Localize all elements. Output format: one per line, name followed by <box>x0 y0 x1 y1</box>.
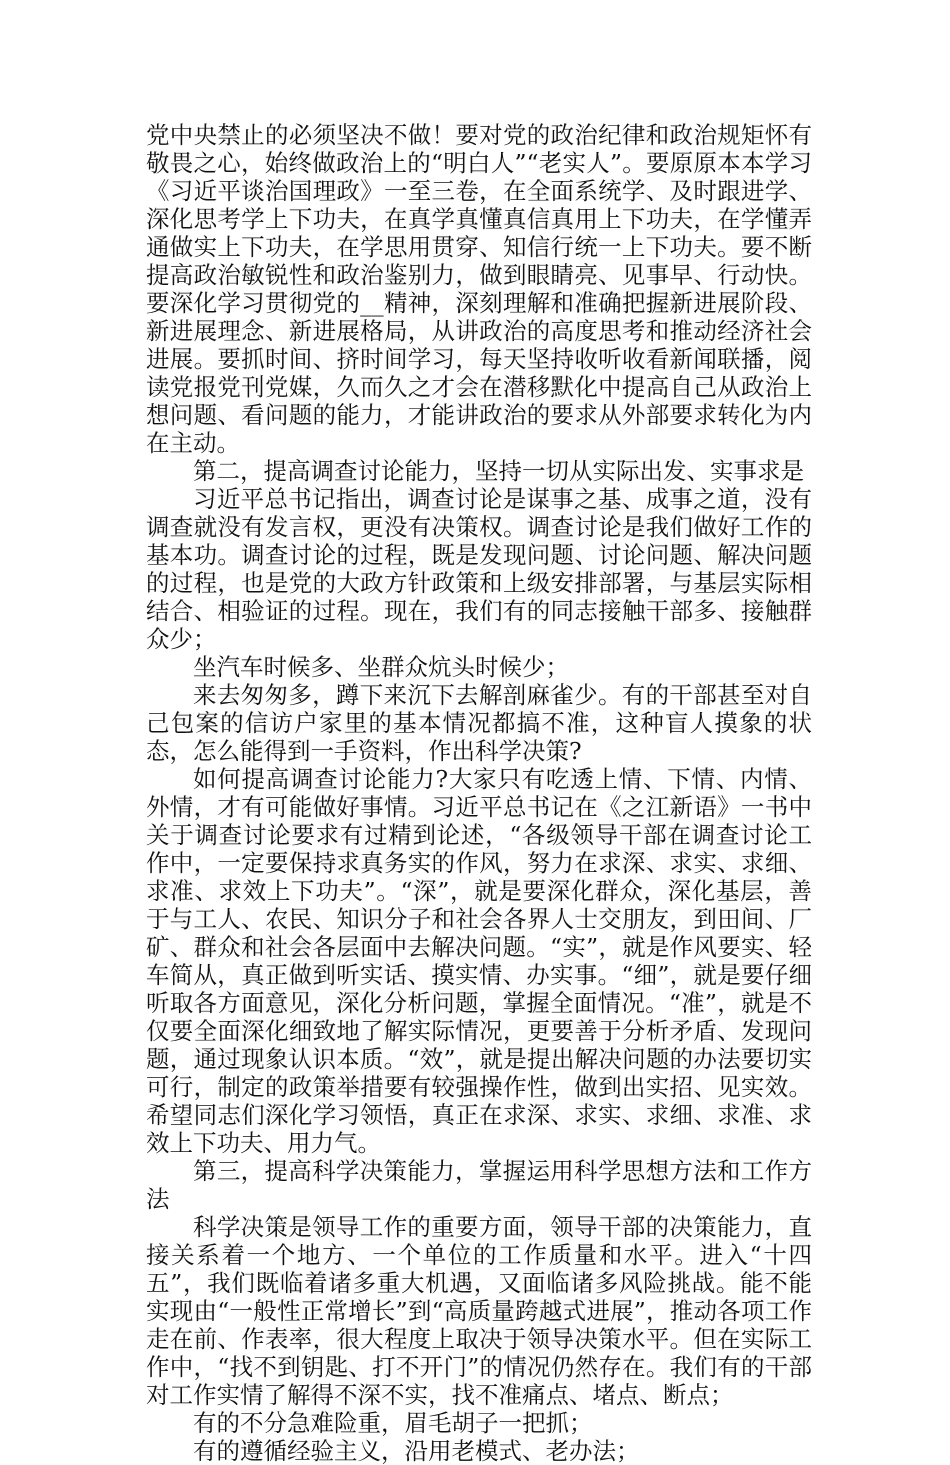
paragraph: 有的遵循经验主义，沿用老模式、老办法； <box>193 1437 640 1465</box>
paragraph: 坐汽车时候多、坐群众炕头时候少； <box>193 653 569 681</box>
paragraph: 有的不分急难险重，眉毛胡子一把抓； <box>193 1409 593 1437</box>
paragraph: 科学决策是领导工作的重要方面，领导干部的决策能力，直接关系着一个地方、一个单位的工作质量和水平。进入“十四五”，我们既临着诸多重大机遇，又面临诸多风险挑战。能不能实现由“一般性正常增长”到“高质量跨越式进展”，推动各项工作走在前、作表率，很大程度上取决于领导决策水平。但在实际工作中，“找不到钥匙、打不开门”的情况仍然存在。我们有的干部对工作实情了解得不深不实，找不准痛点、堵点、断点； <box>146 1213 812 1409</box>
section-heading-second: 第二，提高调查讨论能力，坚持一切从实际出发、实事求是 <box>193 457 804 485</box>
section-heading-third: 第三，提高科学决策能力，掌握运用科学思想方法和工作方法 <box>146 1157 812 1213</box>
document-body <box>146 121 812 1465</box>
paragraph: 来去匆匆多，蹲下来沉下去解剖麻雀少。有的干部甚至对自己包案的信访户家里的基本情况都搞不准，这种盲人摸象的状态，怎么能得到一手资料，作出科学决策? <box>146 681 812 765</box>
paragraph: 党中央禁止的必须坚决不做！要对党的政治纪律和政治规矩怀有敬畏之心，始终做政治上的“明白人”“老实人”。要原原本本学习《习近平谈治国理政》一至三卷，在全面系统学、及时跟进学、深化思考学上下功夫，在真学真懂真信真用上下功夫，在学懂弄通做实上下功夫，在学思用贯穿、知信行统一上下功夫。要不断提高政治敏锐性和政治鉴别力，做到眼睛亮、见事早、行动快。要深化学习贯彻党的__精神，深刻理解和准确把握新进展阶段、新进展理念、新进展格局，从讲政治的高度思考和推动经济社会进展。要抓时间、挤时间学习，每天坚持收听收看新闻联播，阅读党报党刊党媒，久而久之才会在潜移默化中提高自己从政治上想问题、看问题的能力，才能讲政治的要求从外部要求转化为内在主动。 <box>146 121 812 457</box>
paragraph: 如何提高调查讨论能力?大家只有吃透上情、下情、内情、外情，才有可能做好事情。习近平总书记在《之江新语》一书中关于调查讨论要求有过精到论述，“各级领导干部在调查讨论工作中，一定要保持求真务实的作风，努力在求深、求实、求细、求准、求效上下功夫”。“深”，就是要深化群众，深化基层，善于与工人、农民、知识分子和社会各界人士交朋友，到田间、厂矿、群众和社会各层面中去解决问题。“实”，就是作风要实、轻车简从，真正做到听实话、摸实情、办实事。“细”，就是要仔细听取各方面意见，深化分析问题，掌握全面情况。“准”，就是不仅要全面深化细致地了解实际情况，更要善于分析矛盾、发现问题，通过现象认识本质。“效”，就是提出解决问题的办法要切实可行，制定的政策举措要有较强操作性，做到出实招、见实效。希望同志们深化学习领悟，真正在求深、求实、求细、求准、求效上下功夫、用力气。 <box>146 765 812 1157</box>
paragraph: 习近平总书记指出，调查讨论是谋事之基、成事之道，没有调查就没有发言权，更没有决策权。调查讨论是我们做好工作的基本功。调查讨论的过程，既是发现问题、讨论问题、解决问题的过程，也是党的大政方针政策和上级安排部署，与基层实际相结合、相验证的过程。现在，我们有的同志接触干部多、接触群众少； <box>146 485 812 653</box>
